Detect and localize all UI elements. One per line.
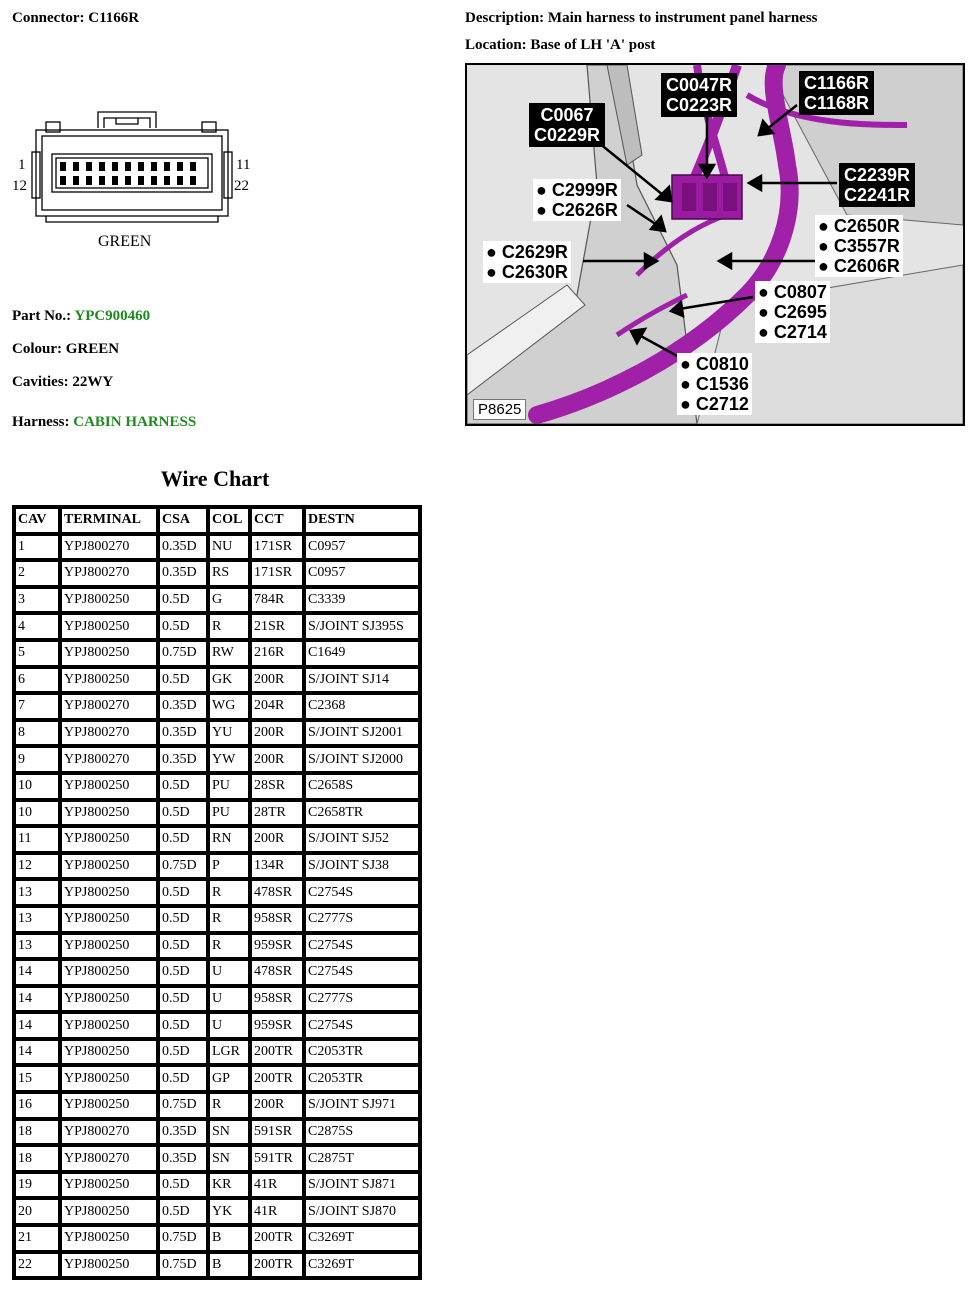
cell-terminal: YPJ800250 [60,1065,158,1092]
cell-cav: 15 [14,1065,60,1092]
part-no-line [12,308,150,325]
cell-terminal: YPJ800270 [60,534,158,561]
cell-cav: 4 [14,613,60,640]
table-row [14,1172,420,1199]
cell-cct: 200TR [250,1252,304,1279]
harness-line [12,414,196,431]
cell-col: NU [208,534,250,561]
cell-destn: S/JOINT SJ971 [304,1092,420,1119]
cell-terminal: YPJ800250 [60,826,158,853]
cell-csa: 0.5D [158,959,208,986]
cell-csa: 0.5D [158,1065,208,1092]
cell-destn: C1649 [304,640,420,667]
cell-cct: 41R [250,1198,304,1225]
cell-destn: S/JOINT SJ2000 [304,746,420,773]
cell-terminal: YPJ800250 [60,640,158,667]
cell-cav: 16 [14,1092,60,1119]
table-row [14,1039,420,1066]
table-row [14,1119,420,1146]
cell-col: LGR [208,1039,250,1066]
cell-destn: C2754S [304,933,420,960]
table-row [14,1145,420,1172]
cell-terminal: YPJ800270 [60,746,158,773]
cell-cct: 478SR [250,879,304,906]
cell-col: YK [208,1198,250,1225]
callout-text: C2712 [695,394,749,414]
callout-text: C2650R [833,216,900,236]
cell-destn: C2777S [304,986,420,1013]
cell-col: R [208,879,250,906]
callout-c0810: ● C0810 ● C1536 ● C2712 [677,353,752,415]
callout-c2999r: ● C2999R ● C2626R [533,179,621,221]
cell-cav: 2 [14,560,60,587]
callout-c0807: ● C0807 ● C2695 ● C2714 [755,281,830,343]
cell-cct: 591SR [250,1119,304,1146]
col-cav: CAV [14,507,60,534]
cell-cav: 19 [14,1172,60,1199]
cell-col: U [208,959,250,986]
callout-c0067 [529,103,605,147]
callout-text: C0223R [666,95,733,115]
part-no-label: Part No.: [12,308,72,324]
table-row [14,1065,420,1092]
callout-text: C2695 [773,302,827,322]
col-col: COL [208,507,250,534]
cell-destn: C2875S [304,1119,420,1146]
location-label: Location: [465,37,527,53]
callout-text: C0810 [695,354,749,374]
cell-cct: 200TR [250,1039,304,1066]
cell-col: KR [208,1172,250,1199]
callout-text: C3557R [833,236,900,256]
cell-cct: 958SR [250,986,304,1013]
cell-terminal: YPJ800250 [60,1172,158,1199]
cell-col: SN [208,1119,250,1146]
cell-destn: C2754S [304,879,420,906]
callout-text: C1168R [804,93,870,113]
description-label: Description: [465,10,545,26]
callout-text: C0047R [666,75,733,95]
pin-label-12: 12 [12,178,27,194]
col-destn: DESTN [304,507,420,534]
cell-cct: 200R [250,1092,304,1119]
table-row [14,800,420,827]
cell-cav: 11 [14,826,60,853]
table-row [14,879,420,906]
cell-cav: 8 [14,720,60,747]
cell-terminal: YPJ800250 [60,1092,158,1119]
cell-cav: 14 [14,1039,60,1066]
cell-destn: C0957 [304,534,420,561]
cell-cct: 134R [250,853,304,880]
cell-csa: 0.5D [158,933,208,960]
cell-destn: S/JOINT SJ38 [304,853,420,880]
wire-chart-table [12,505,422,1280]
cell-col: U [208,1012,250,1039]
cell-csa: 0.75D [158,1092,208,1119]
cell-csa: 0.5D [158,667,208,694]
cell-col: RS [208,560,250,587]
callout-text: C2999R [551,180,618,200]
cell-csa: 0.35D [158,534,208,561]
cavities-line [12,374,113,391]
table-row [14,534,420,561]
table-row [14,640,420,667]
cell-col: PU [208,800,250,827]
cell-destn: C2053TR [304,1065,420,1092]
cell-csa: 0.35D [158,746,208,773]
callout-text: C1536 [695,374,749,394]
cell-cct: 200R [250,826,304,853]
callout-text: C1166R [804,73,870,93]
cell-col: YW [208,746,250,773]
table-header-row [14,507,420,534]
cell-cct: 204R [250,693,304,720]
callout-text: C0067 [540,105,594,125]
cell-cav: 10 [14,773,60,800]
table-row [14,959,420,986]
location-photo [465,63,965,426]
connector-face-diagram [12,100,262,260]
cell-destn: C3269T [304,1225,420,1252]
cell-destn: C2658TR [304,800,420,827]
cell-cav: 10 [14,800,60,827]
table-row [14,986,420,1013]
callout-text: C2626R [551,200,618,220]
cell-col: PU [208,773,250,800]
cell-terminal: YPJ800250 [60,773,158,800]
cell-cct: 200R [250,667,304,694]
cell-cct: 958SR [250,906,304,933]
harness-value: CABIN HARNESS [73,414,197,430]
cell-terminal: YPJ800250 [60,1225,158,1252]
callout-text: C0229R [534,125,601,145]
cell-csa: 0.35D [158,560,208,587]
cell-cct: 200TR [250,1225,304,1252]
cell-terminal: YPJ800250 [60,933,158,960]
pin-label-1: 1 [18,157,26,173]
table-row [14,693,420,720]
cell-csa: 0.5D [158,1172,208,1199]
cell-destn: S/JOINT SJ870 [304,1198,420,1225]
table-row [14,906,420,933]
cell-cct: 41R [250,1172,304,1199]
cell-cav: 18 [14,1119,60,1146]
cell-csa: 0.5D [158,879,208,906]
cell-csa: 0.5D [158,826,208,853]
cell-csa: 0.35D [158,720,208,747]
cell-csa: 0.5D [158,1012,208,1039]
pin-label-22: 22 [234,178,249,194]
table-row [14,933,420,960]
table-row [14,746,420,773]
table-row [14,773,420,800]
cell-cct: 171SR [250,534,304,561]
table-row [14,560,420,587]
cell-cct: 591TR [250,1145,304,1172]
table-row [14,720,420,747]
table-row [14,613,420,640]
callout-text: C2630R [501,262,568,282]
cell-cav: 18 [14,1145,60,1172]
cell-col: R [208,1092,250,1119]
cell-cct: 784R [250,587,304,614]
harness-label: Harness: [12,414,70,430]
cell-col: U [208,986,250,1013]
cell-col: SN [208,1145,250,1172]
cell-cav: 21 [14,1225,60,1252]
cell-terminal: YPJ800270 [60,720,158,747]
cell-cav: 22 [14,1252,60,1279]
cell-csa: 0.5D [158,1198,208,1225]
cell-terminal: YPJ800250 [60,1198,158,1225]
callout-text: C2241R [844,185,911,205]
cell-destn: C2053TR [304,1039,420,1066]
colour-value: GREEN [65,341,120,357]
cell-cct: 171SR [250,560,304,587]
connector-line [12,10,139,27]
cell-col: R [208,906,250,933]
cell-cct: 200R [250,746,304,773]
cell-cav: 13 [14,879,60,906]
cell-col: YU [208,720,250,747]
cell-cct: 200R [250,720,304,747]
part-no-value: YPC900460 [74,308,151,324]
cell-csa: 0.75D [158,640,208,667]
cell-csa: 0.75D [158,1252,208,1279]
cell-csa: 0.5D [158,1039,208,1066]
location-value: Base of LH 'A' post [530,37,656,53]
cell-terminal: YPJ800250 [60,959,158,986]
cell-col: G [208,587,250,614]
cell-csa: 0.5D [158,773,208,800]
cell-cav: 13 [14,906,60,933]
table-row [14,826,420,853]
col-csa: CSA [158,507,208,534]
table-row [14,667,420,694]
cell-col: R [208,933,250,960]
cell-cav: 14 [14,986,60,1013]
cell-destn: S/JOINT SJ395S [304,613,420,640]
table-row [14,1012,420,1039]
cell-cct: 959SR [250,933,304,960]
cell-terminal: YPJ800270 [60,693,158,720]
cell-terminal: YPJ800250 [60,879,158,906]
cell-csa: 0.35D [158,1145,208,1172]
cell-terminal: YPJ800250 [60,667,158,694]
cell-terminal: YPJ800250 [60,853,158,880]
cell-destn: C2754S [304,1012,420,1039]
cell-destn: C0957 [304,560,420,587]
cell-terminal: YPJ800250 [60,1252,158,1279]
cell-csa: 0.35D [158,1119,208,1146]
cell-terminal: YPJ800270 [60,1119,158,1146]
cell-cct: 21SR [250,613,304,640]
col-terminal: TERMINAL [60,507,158,534]
cell-cct: 28SR [250,773,304,800]
cell-terminal: YPJ800270 [60,1145,158,1172]
cell-destn: C2368 [304,693,420,720]
cell-col: RW [208,640,250,667]
cell-terminal: YPJ800250 [60,800,158,827]
wire-chart-body [14,534,420,1279]
table-row [14,1092,420,1119]
cell-terminal: YPJ800250 [60,986,158,1013]
cell-destn: S/JOINT SJ2001 [304,720,420,747]
cell-destn: S/JOINT SJ871 [304,1172,420,1199]
cell-terminal: YPJ800270 [60,560,158,587]
callout-text: C2714 [773,322,827,342]
col-cct: CCT [250,507,304,534]
callout-c2650r: ● C2650R ● C3557R ● C2606R [815,215,903,277]
cell-cct: 959SR [250,1012,304,1039]
cell-cct: 478SR [250,959,304,986]
cavities-label: Cavities: [12,374,69,390]
cell-destn: C3339 [304,587,420,614]
cell-csa: 0.5D [158,800,208,827]
wire-chart-title: Wire Chart [160,466,270,491]
cell-csa: 0.75D [158,853,208,880]
description-value: Main harness to instrument panel harness [547,10,818,26]
cell-destn: C3269T [304,1252,420,1279]
callout-text: C2239R [844,165,911,185]
cell-cav: 20 [14,1198,60,1225]
cell-csa: 0.5D [158,906,208,933]
colour-line [12,341,119,358]
cell-col: B [208,1252,250,1279]
table-row [14,1198,420,1225]
cell-terminal: YPJ800250 [60,1012,158,1039]
callout-text: C2606R [833,256,900,276]
cell-cav: 13 [14,933,60,960]
connector-colour-caption: GREEN [98,233,152,250]
photo-reference: P8625 [473,399,526,420]
colour-label: Colour: [12,341,62,357]
cell-cct: 200TR [250,1065,304,1092]
cell-cav: 14 [14,959,60,986]
cell-cav: 7 [14,693,60,720]
callout-text: C2629R [501,242,568,262]
cell-cav: 3 [14,587,60,614]
cavities-value: 22WY [72,374,114,390]
callout-c2239r [839,163,915,207]
cell-destn: S/JOINT SJ52 [304,826,420,853]
table-row [14,1225,420,1252]
cell-terminal: YPJ800250 [60,906,158,933]
callout-c2629r: ● C2629R ● C2630R [483,241,571,283]
location-line [465,37,655,54]
cell-destn: S/JOINT SJ14 [304,667,420,694]
cell-csa: 0.75D [158,1225,208,1252]
cell-destn: C2777S [304,906,420,933]
cell-cav: 12 [14,853,60,880]
cell-col: RN [208,826,250,853]
cell-cct: 28TR [250,800,304,827]
cell-csa: 0.35D [158,693,208,720]
cell-terminal: YPJ800250 [60,1039,158,1066]
cell-destn: C2754S [304,959,420,986]
cell-cav: 9 [14,746,60,773]
callout-text: C0807 [773,282,827,302]
cell-cav: 6 [14,667,60,694]
cell-col: GK [208,667,250,694]
description-line [465,10,818,27]
cell-cav: 5 [14,640,60,667]
cell-csa: 0.5D [158,986,208,1013]
connector-value: C1166R [88,10,140,26]
connector-label: Connector: [12,10,85,26]
cell-cav: 1 [14,534,60,561]
cell-csa: 0.5D [158,587,208,614]
table-row [14,853,420,880]
cell-cct: 216R [250,640,304,667]
cell-col: WG [208,693,250,720]
cell-terminal: YPJ800250 [60,587,158,614]
cell-csa: 0.5D [158,613,208,640]
cell-col: B [208,1225,250,1252]
callout-c0047r [661,73,737,117]
cell-cav: 14 [14,1012,60,1039]
cell-destn: C2875T [304,1145,420,1172]
cell-col: GP [208,1065,250,1092]
table-row [14,587,420,614]
pin-label-11: 11 [236,157,251,173]
table-row [14,1252,420,1279]
cell-col: R [208,613,250,640]
cell-terminal: YPJ800250 [60,613,158,640]
cell-destn: C2658S [304,773,420,800]
cell-col: P [208,853,250,880]
callout-c1166r [799,71,874,115]
